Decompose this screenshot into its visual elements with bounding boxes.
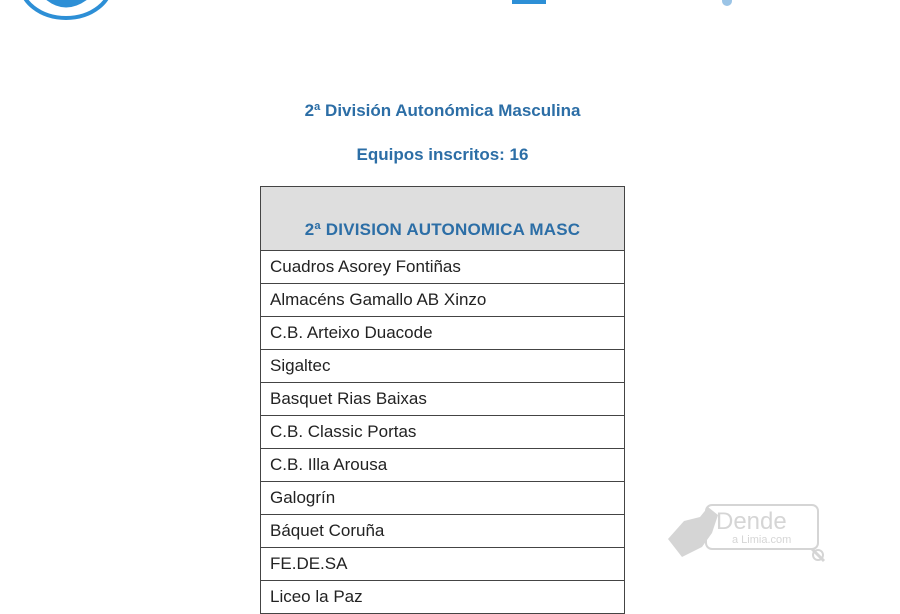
- teams-table: [260, 186, 625, 614]
- table-row: Sigaltec: [261, 350, 624, 383]
- table-row: FE.DE.SA: [261, 548, 624, 581]
- header-fragment-icon: [722, 0, 732, 6]
- watermark-logo: [662, 499, 832, 571]
- table-row: C.B. Classic Portas: [261, 416, 624, 449]
- table-header-label: 2ª DIVISION AUTONOMICA MASC: [304, 220, 581, 239]
- table-header: [261, 187, 624, 251]
- table-row: Galogrín: [261, 482, 624, 515]
- table-body: [261, 251, 624, 614]
- table-row: Báquet Coruña: [261, 515, 624, 548]
- watermark-brand: Dende: [716, 508, 787, 535]
- table-row: Basquet Rias Baixas: [261, 383, 624, 416]
- header-fragment-bar: [512, 0, 546, 4]
- teams-count: Equipos inscritos: 16: [356, 145, 529, 164]
- page-title: 2ª División Autonómica Masculina: [304, 101, 581, 120]
- watermark-sub: a Limia.com: [732, 534, 792, 546]
- table-row: Liceo la Paz: [261, 581, 624, 614]
- table-row: C.B. Arteixo Duacode: [261, 317, 624, 350]
- table-row: C.B. Illa Arousa: [261, 449, 624, 482]
- table-row: Almacéns Gamallo AB Xinzo: [261, 284, 624, 317]
- site-logo[interactable]: [18, 0, 114, 20]
- table-row: Cuadros Asorey Fontiñas: [261, 251, 624, 284]
